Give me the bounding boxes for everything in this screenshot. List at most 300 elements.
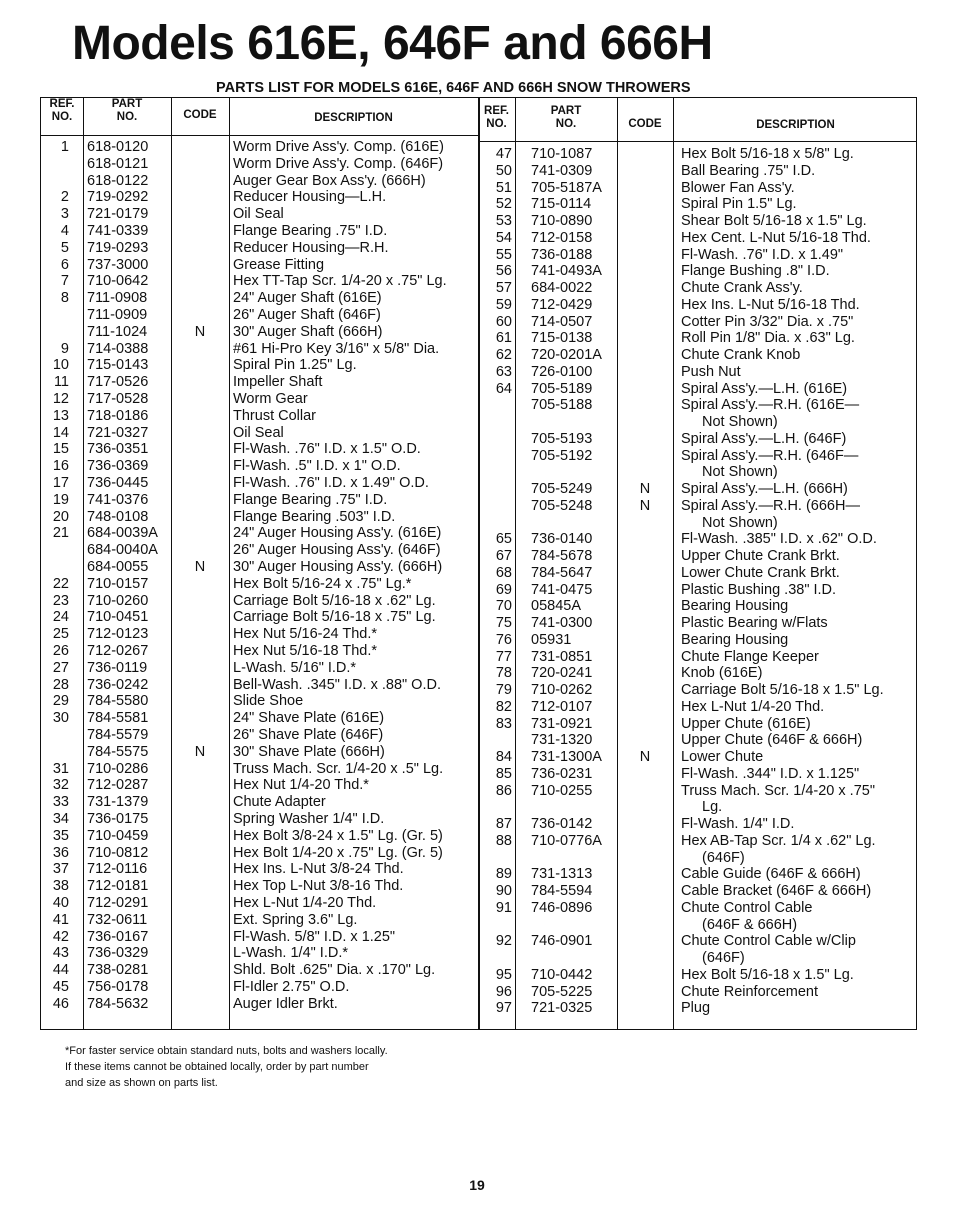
part-no-cell: 712-0116	[87, 861, 148, 878]
ref-cell: 44	[52, 962, 69, 979]
table-row	[41, 263, 918, 280]
part-no-cell: 684-0055	[87, 559, 149, 575]
header-description: DESCRIPTION	[314, 112, 393, 124]
ref-cell: 14	[52, 424, 69, 441]
table-row	[41, 548, 918, 565]
table-row	[41, 146, 918, 163]
code-cell: N	[194, 743, 206, 760]
part-no-cell: 712-0267	[87, 643, 149, 659]
table-row	[41, 297, 918, 314]
description-cell: Hex Nut 5/16-24 Thd.*	[233, 626, 378, 643]
table-row	[41, 498, 918, 515]
description-cell: Spiral Ass'y.—R.H. (646F—	[681, 447, 859, 464]
table-row	[41, 163, 918, 180]
table-row	[41, 883, 918, 900]
ref-cell: 37	[52, 861, 69, 878]
ref-cell: 22	[52, 575, 69, 592]
description-cell: Hex Bolt 3/8-24 x 1.5" Lg. (Gr. 5)	[233, 827, 443, 844]
description-cell: Ext. Spring 3.6" Lg.	[233, 911, 358, 928]
part-no-cell: 784-5580	[87, 693, 149, 710]
parts-list-subtitle: PARTS LIST FOR MODELS 616E, 646F AND 666H SNOW THROWERS	[216, 80, 691, 96]
page-number: 19	[469, 1177, 485, 1193]
description-cell: Spiral Pin 1.5" Lg.	[681, 196, 797, 213]
part-no-cell: 712-0291	[87, 895, 149, 911]
part-no-cell: 710-0286	[87, 760, 149, 777]
description-cell: Auger Idler Brkt.	[233, 995, 338, 1012]
description-cell: Chute Flange Keeper	[681, 648, 819, 665]
ref-cell: 96	[495, 983, 512, 1000]
description-cell: Chute Crank Knob	[681, 347, 801, 363]
part-no-cell: 738-0281	[87, 962, 149, 979]
description-cell: Upper Chute (646F & 666H)	[681, 732, 863, 749]
ref-cell: 31	[52, 760, 69, 777]
ref-cell: 6	[60, 256, 69, 273]
ref-cell: 53	[495, 213, 512, 229]
description-cell: Truss Mach. Scr. 1/4-20 x .5" Lg.	[233, 760, 444, 777]
description-cell: Flange Bearing .503" I.D.	[233, 508, 396, 525]
part-no-cell: 710-0776A	[531, 832, 602, 849]
ref-cell: 5	[60, 239, 69, 256]
ref-cell: 97	[495, 1000, 512, 1017]
description-cell: Reducer Housing—L.H.	[233, 189, 387, 206]
ref-cell: 1	[60, 139, 69, 155]
header-text: PART	[111, 98, 143, 110]
part-no-cell: 731-1320	[531, 732, 593, 749]
table-row	[41, 716, 918, 733]
ref-cell: 83	[495, 715, 512, 732]
description-cell: Hex L-Nut 1/4-20 Thd.	[233, 895, 377, 911]
ref-cell: 63	[495, 363, 512, 380]
description-cell: Shld. Bolt .625" Dia. x .170" Lg.	[233, 962, 436, 979]
description-cell: Chute Control Cable	[681, 899, 813, 916]
part-no-cell: 736-0167	[87, 928, 149, 945]
ref-cell: 54	[495, 229, 512, 246]
description-cell: Bell-Wash. .345" I.D. x .88" O.D.	[233, 676, 441, 693]
ref-cell: 8	[60, 290, 69, 307]
part-no-cell: 705-5188	[531, 397, 593, 414]
description-cell: 24" Auger Shaft (616E)	[233, 290, 382, 307]
description-cell: Truss Mach. Scr. 1/4-20 x .75"	[681, 782, 875, 799]
code-cell: N	[639, 749, 651, 765]
table-row	[41, 364, 918, 381]
part-no-cell: 726-0100	[531, 363, 593, 380]
table-row	[41, 598, 918, 615]
table-row	[41, 783, 918, 800]
part-no-cell: 736-0175	[87, 811, 149, 827]
table-row	[41, 866, 918, 883]
description-cell: Not Shown)	[702, 414, 778, 430]
part-no-cell: 684-0022	[531, 280, 593, 296]
description-cell: Worm Drive Ass'y. Comp. (616E)	[233, 139, 444, 155]
description-cell: Spiral Ass'y.—R.H. (616E—	[681, 397, 860, 414]
part-no-cell: 741-0309	[531, 162, 593, 179]
ref-cell: 30	[52, 710, 69, 727]
description-cell: Spiral Ass'y.—L.H. (646F)	[681, 430, 847, 447]
parts-table	[40, 97, 917, 1030]
description-cell: Fl-Wash. .344" I.D. x 1.125"	[681, 765, 860, 782]
description-cell: Fl-Wash. .76" I.D. x 1.5" O.D.	[233, 441, 421, 458]
ref-cell: 60	[495, 313, 512, 330]
part-no-cell: 784-5594	[531, 883, 593, 899]
ref-cell: 65	[495, 531, 512, 548]
description-cell: Flange Bearing .75" I.D.	[233, 491, 388, 508]
description-cell: #61 Hi-Pro Key 3/16" x 5/8" Dia.	[233, 340, 440, 357]
description-cell: Hex Bolt 5/16-18 x 1.5" Lg.	[681, 966, 854, 983]
part-no-cell: 720-0241	[531, 665, 593, 682]
ref-cell: 27	[52, 659, 69, 676]
description-cell: Reducer Housing—R.H.	[233, 239, 389, 256]
description-cell: Cable Guide (646F & 666H)	[681, 866, 861, 883]
code-cell: N	[194, 559, 206, 575]
part-no-cell: 731-1379	[87, 794, 149, 811]
ref-cell: 26	[52, 643, 69, 659]
part-no-cell: 741-0475	[531, 581, 593, 598]
description-cell: Fl-Wash. .76" I.D. x 1.49"	[681, 246, 844, 263]
ref-cell: 68	[495, 564, 512, 581]
ref-cell: 67	[495, 548, 512, 564]
description-cell: Knob (616E)	[681, 665, 763, 682]
part-no-cell: 736-0351	[87, 441, 149, 458]
description-cell: Chute Adapter	[233, 794, 326, 811]
header-text: NO.	[555, 118, 577, 130]
table-row	[41, 615, 918, 632]
header-code: CODE	[183, 109, 217, 121]
description-cell: Plastic Bushing .38" I.D.	[681, 581, 837, 598]
description-cell: Spring Washer 1/4" I.D.	[233, 811, 385, 827]
part-no-cell: 710-0459	[87, 827, 149, 844]
table-row	[41, 180, 918, 197]
ref-cell: 32	[52, 777, 69, 794]
part-no-cell: 736-0188	[531, 246, 593, 263]
header-rule-right	[478, 141, 916, 142]
description-cell: Worm Gear	[233, 391, 308, 407]
ref-cell: 11	[53, 374, 69, 391]
header-text: NO.	[51, 111, 73, 123]
part-no-cell: 710-0255	[531, 782, 593, 799]
part-no-cell: 736-0119	[87, 659, 148, 676]
description-cell: Thrust Collar	[233, 407, 316, 424]
description-cell: Hex Cent. L-Nut 5/16-18 Thd.	[681, 229, 871, 246]
ref-cell: 82	[495, 698, 512, 715]
header-ref-no	[478, 105, 515, 131]
description-cell: Hex Bolt 5/16-18 x 5/8" Lg.	[681, 146, 854, 162]
description-cell: Worm Drive Ass'y. Comp. (646F)	[233, 155, 444, 172]
part-no-cell: 748-0108	[87, 508, 149, 525]
ref-cell: 38	[52, 878, 69, 895]
table-row	[41, 464, 918, 481]
ref-cell: 13	[52, 407, 69, 424]
description-cell: 30" Auger Shaft (666H)	[233, 323, 383, 340]
description-cell: Chute Crank Ass'y.	[681, 280, 803, 296]
table-row	[41, 917, 918, 934]
description-cell: Ball Bearing .75" I.D.	[681, 162, 816, 179]
ref-cell: 34	[52, 811, 69, 827]
part-no-cell: 684-0040A	[87, 542, 158, 559]
description-cell: Spiral Ass'y.—L.H. (616E)	[681, 380, 848, 397]
description-cell: 26" Shave Plate (646F)	[233, 727, 384, 743]
part-no-cell: 784-5678	[531, 548, 593, 564]
part-no-cell: 710-0642	[87, 273, 149, 290]
part-no-cell: 721-0325	[531, 1000, 593, 1017]
table-row	[41, 414, 918, 431]
table-row	[41, 565, 918, 582]
ref-cell: 41	[52, 911, 69, 928]
description-cell: Roll Pin 1/8" Dia. x .63" Lg.	[681, 330, 855, 347]
part-no-cell: 719-0292	[87, 189, 149, 206]
ref-cell: 77	[495, 648, 512, 665]
ref-cell: 91	[495, 899, 512, 916]
table-row	[41, 330, 918, 347]
ref-cell: 45	[52, 979, 69, 995]
part-no-cell: 721-0179	[87, 206, 149, 223]
footnote	[65, 1043, 388, 1091]
part-no-cell: 715-0143	[87, 357, 149, 374]
table-row	[41, 749, 918, 766]
table-row	[41, 196, 918, 213]
table-row	[41, 531, 918, 548]
part-no-cell: 737-3000	[87, 256, 149, 273]
part-no-cell: 712-0107	[531, 698, 593, 715]
description-cell: (646F & 666H)	[702, 916, 798, 933]
part-no-cell: 711-1024	[87, 323, 148, 340]
table-row	[41, 699, 918, 716]
description-cell: Lg.	[702, 799, 723, 816]
part-no-cell: 720-0201A	[531, 347, 602, 363]
ref-cell: 92	[495, 933, 512, 950]
ref-cell: 69	[495, 581, 512, 598]
table-row	[41, 515, 918, 532]
part-no-cell: 721-0327	[87, 424, 149, 441]
footnote-line: If these items cannot be obtained locally, order by part number	[65, 1061, 369, 1073]
table-row	[41, 347, 918, 364]
description-cell: Flange Bearing .75" I.D.	[233, 223, 388, 239]
part-no-cell: 712-0287	[87, 777, 149, 794]
ref-cell: 12	[52, 391, 69, 407]
ref-cell: 23	[52, 592, 69, 609]
part-no-cell: 731-1300A	[531, 749, 602, 765]
description-cell: Spiral Pin 1.25" Lg.	[233, 357, 357, 374]
description-cell: Lower Chute	[681, 749, 764, 765]
part-no-cell: 741-0339	[87, 223, 149, 239]
ref-cell: 95	[495, 966, 512, 983]
description-cell: Hex Ins. L-Nut 5/16-18 Thd.	[681, 296, 860, 313]
table-row	[41, 1000, 918, 1017]
table-row	[41, 984, 918, 1001]
part-no-cell: 784-5579	[87, 727, 149, 743]
header-rule-left	[41, 135, 478, 136]
part-no-cell: 784-5575	[87, 743, 149, 760]
description-cell: Shear Bolt 5/16-18 x 1.5" Lg.	[681, 213, 867, 229]
part-no-cell: 705-5225	[531, 983, 593, 1000]
ref-cell: 89	[495, 866, 512, 883]
part-no-cell: 712-0123	[87, 626, 149, 643]
part-no-cell: 741-0376	[87, 491, 149, 508]
part-no-cell: 710-0451	[87, 609, 149, 626]
part-no-cell: 712-0429	[531, 296, 593, 313]
code-cell: N	[639, 497, 651, 514]
table-row	[41, 833, 918, 850]
description-cell: Cable Bracket (646F & 666H)	[681, 883, 872, 899]
ref-cell: 20	[52, 508, 69, 525]
description-cell: Fl-Wash. .76" I.D. x 1.49" O.D.	[233, 475, 429, 491]
header-text: NO.	[486, 118, 507, 130]
ref-cell: 52	[495, 196, 512, 213]
part-no-cell: 736-0329	[87, 945, 149, 962]
ref-cell: 87	[495, 816, 512, 832]
ref-cell: 85	[495, 765, 512, 782]
part-no-cell: 705-5249	[531, 481, 593, 497]
ref-cell: 29	[52, 693, 69, 710]
ref-cell: 56	[495, 263, 512, 280]
ref-cell: 40	[52, 895, 69, 911]
part-no-cell: 711-0908	[87, 290, 148, 307]
description-cell: Hex L-Nut 1/4-20 Thd.	[681, 698, 825, 715]
part-no-cell: 741-0493A	[531, 263, 602, 280]
table-row	[41, 682, 918, 699]
description-cell: Bearing Housing	[681, 598, 789, 615]
ref-cell: 64	[495, 380, 512, 397]
code-cell: N	[194, 323, 206, 340]
description-cell: Spiral Ass'y.—L.H. (666H)	[681, 481, 848, 497]
part-no-cell: 710-0890	[531, 213, 593, 229]
description-cell: Chute Reinforcement	[681, 983, 819, 1000]
ref-cell: 35	[52, 827, 69, 844]
header-text: REF.	[484, 105, 509, 117]
ref-cell: 79	[495, 682, 512, 698]
table-row	[41, 448, 918, 465]
description-cell: Chute Control Cable w/Clip	[681, 933, 856, 950]
ref-cell: 55	[495, 246, 512, 263]
ref-cell: 25	[52, 626, 69, 643]
description-cell: Push Nut	[681, 363, 741, 380]
description-cell: Hex Bolt 1/4-20 x .75" Lg. (Gr. 5)	[233, 844, 443, 861]
ref-cell: 19	[52, 491, 69, 508]
description-cell: Flange Bushing .8" I.D.	[681, 263, 830, 280]
part-no-cell: 712-0158	[531, 229, 593, 246]
table-row	[41, 381, 918, 398]
ref-cell: 21	[52, 525, 69, 542]
table-row	[41, 967, 918, 984]
ref-cell: 42	[52, 928, 69, 945]
description-cell: Oil Seal	[233, 424, 284, 441]
description-cell: Bearing Housing	[681, 631, 789, 648]
description-cell: Fl-Wash. .5" I.D. x 1" O.D.	[233, 458, 401, 475]
header-text: REF.	[49, 98, 75, 110]
table-row	[41, 481, 918, 498]
ref-cell: 33	[52, 794, 69, 811]
part-no-cell: 705-5187A	[531, 179, 602, 196]
table-row	[41, 431, 918, 448]
table-row	[41, 280, 918, 297]
description-cell: Oil Seal	[233, 206, 284, 223]
part-no-cell: 746-0896	[531, 899, 593, 916]
description-cell: Fl-Idler 2.75" O.D.	[233, 979, 350, 995]
ref-cell: 50	[495, 162, 512, 179]
part-no-cell: 717-0528	[87, 391, 149, 407]
description-cell: Hex Nut 1/4-20 Thd.*	[233, 777, 369, 794]
part-no-cell: 741-0300	[531, 615, 593, 631]
description-cell: Hex Bolt 5/16-24 x .75" Lg.*	[233, 575, 412, 592]
ref-cell: 76	[495, 631, 512, 648]
description-cell: Upper Chute (616E)	[681, 715, 811, 732]
ref-cell: 16	[52, 458, 69, 475]
footnote-line: and size as shown on parts list.	[65, 1077, 218, 1089]
part-no-cell: 05931	[531, 631, 572, 648]
ref-cell: 10	[52, 357, 69, 374]
ref-cell: 7	[60, 273, 69, 290]
description-cell: Auger Gear Box Ass'y. (666H)	[233, 172, 426, 189]
part-no-cell: 710-1087	[531, 146, 593, 162]
ref-cell: 2	[60, 189, 69, 206]
table-row	[41, 230, 918, 247]
part-no-cell: 618-0120	[87, 139, 149, 155]
part-no-cell: 715-0114	[531, 196, 592, 213]
ref-cell: 46	[52, 995, 69, 1012]
description-cell: (646F)	[702, 849, 745, 866]
ref-cell: 47	[495, 146, 512, 162]
part-no-cell: 784-5647	[531, 564, 593, 581]
footnote-line: *For faster service obtain standard nuts, bolts and washers locally.	[65, 1045, 388, 1057]
ref-cell: 78	[495, 665, 512, 682]
description-cell: Blower Fan Ass'y.	[681, 179, 795, 196]
ref-cell: 86	[495, 782, 512, 799]
table-row	[41, 665, 918, 682]
part-no-cell: 714-0507	[531, 313, 593, 330]
part-no-cell: 705-5193	[531, 430, 593, 447]
table-row	[41, 950, 918, 967]
description-cell: Not Shown)	[702, 464, 778, 481]
header-part-no	[83, 98, 171, 124]
description-cell: Plastic Bearing w/Flats	[681, 615, 828, 631]
header-text: PART	[550, 105, 582, 117]
description-cell: L-Wash. 5/16" I.D.*	[233, 659, 357, 676]
part-no-cell: 731-0921	[531, 715, 593, 732]
header-description: DESCRIPTION	[756, 119, 835, 131]
part-no-cell: 711-0909	[87, 307, 148, 323]
part-no-cell: 756-0178	[87, 979, 149, 995]
table-row	[41, 632, 918, 649]
part-no-cell: 718-0186	[87, 407, 149, 424]
ref-cell: 84	[495, 749, 512, 765]
part-no-cell: 719-0293	[87, 239, 149, 256]
table-row	[41, 900, 918, 917]
part-no-cell: 705-5189	[531, 380, 593, 397]
ref-cell: 28	[52, 676, 69, 693]
description-cell: Upper Chute Crank Brkt.	[681, 548, 840, 564]
part-no-cell: 712-0181	[87, 878, 149, 895]
description-cell: 26" Auger Housing Ass'y. (646F)	[233, 542, 441, 559]
ref-cell: 88	[495, 832, 512, 849]
part-no-cell: 717-0526	[87, 374, 149, 391]
description-cell: Slide Shoe	[233, 693, 304, 710]
ref-cell: 36	[52, 844, 69, 861]
description-cell: Plug	[681, 1000, 711, 1017]
ref-cell: 90	[495, 883, 512, 899]
table-row	[41, 213, 918, 230]
ref-cell: 3	[60, 206, 69, 223]
header-part-no	[515, 105, 617, 131]
description-cell: 24" Auger Housing Ass'y. (616E)	[233, 525, 442, 542]
ref-cell: 70	[495, 598, 512, 615]
description-cell: Cotter Pin 3/32" Dia. x .75"	[681, 313, 854, 330]
part-no-cell: 736-0140	[531, 531, 593, 548]
description-cell: Impeller Shaft	[233, 374, 323, 391]
part-no-cell: 618-0121	[87, 155, 149, 172]
part-no-cell: 710-0157	[87, 575, 149, 592]
description-cell: Grease Fitting	[233, 256, 325, 273]
header-ref-no	[41, 98, 83, 124]
part-no-cell: 05845A	[531, 598, 581, 615]
